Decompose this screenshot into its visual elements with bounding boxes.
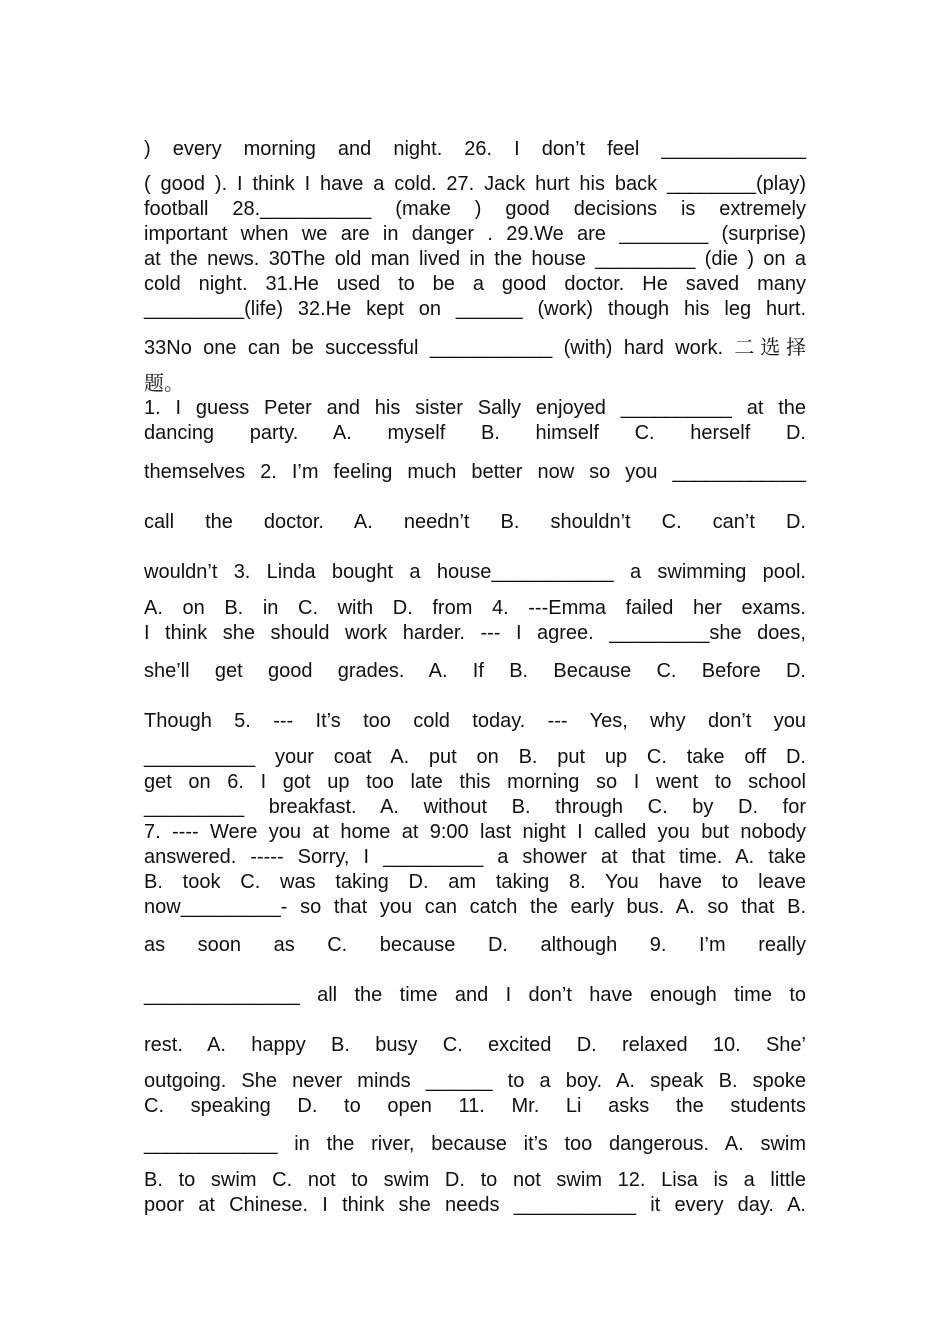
text-line: Though 5. --- It’s too cold today. --- Yes, why don’t you: [144, 710, 806, 732]
text-line: 7. ---- Were you at home at 9:00 last night I called you but nobody: [144, 821, 806, 843]
text-line: get on 6. I got up too late this morning so I went to school: [144, 771, 806, 793]
text-line: ______________ all the time and I don’t have enough time to: [144, 984, 806, 1006]
text-line: as soon as C. because D. although 9. I’m really: [144, 934, 806, 956]
text-line: wouldn’t 3. Linda bought a house___________ a swimming pool.: [144, 561, 806, 583]
text-line: football 28.__________ (make ) good decisions is extremely: [144, 198, 806, 220]
text-line: dancing party. A. myself B. himself C. herself D.: [144, 422, 806, 444]
text-line: cold night. 31.He used to be a good doctor. He saved many: [144, 273, 806, 295]
text-line: B. to swim C. not to swim D. to not swim 12. Lisa is a little: [144, 1169, 806, 1191]
text-line: poor at Chinese. I think she needs ___________ it every day. A.: [144, 1194, 806, 1216]
text-line: now_________- so that you can catch the early bus. A. so that B.: [144, 896, 806, 918]
text-line: 题。: [144, 373, 184, 395]
text-line: answered. ----- Sorry, I _________ a shower at that time. A. take: [144, 846, 806, 868]
text-line: at the news. 30The old man lived in the house _________ (die ) on a: [144, 248, 806, 270]
text-line: themselves 2. I’m feeling much better now so you ____________: [144, 461, 806, 483]
text-line: A. on B. in C. with D. from 4. ---Emma failed her exams.: [144, 597, 806, 619]
text-line: ____________ in the river, because it’s too dangerous. A. swim: [144, 1133, 806, 1155]
text-line: _________(life) 32.He kept on ______ (work) though his leg hurt.: [144, 298, 806, 320]
text-line: 33No one can be successful ___________ (with) hard work. 二选择: [144, 337, 806, 359]
text-line: outgoing. She never minds ______ to a boy. A. speak B. spoke: [144, 1070, 806, 1092]
text-line: rest. A. happy B. busy C. excited D. relaxed 10. She’: [144, 1034, 806, 1056]
text-line: I think she should work harder. --- I agree. _________she does,: [144, 622, 806, 644]
text-line: _________ breakfast. A. without B. through C. by D. for: [144, 796, 806, 818]
text-line: __________ your coat A. put on B. put up C. take off D.: [144, 746, 806, 768]
text-line: C. speaking D. to open 11. Mr. Li asks the students: [144, 1095, 806, 1117]
text-line: she’ll get good grades. A. If B. Because C. Before D.: [144, 660, 806, 682]
text-line: ) every morning and night. 26. I don’t feel _____________: [144, 138, 806, 160]
text-line: 1. I guess Peter and his sister Sally enjoyed __________ at the: [144, 397, 806, 419]
text-line: ( good ). I think I have a cold. 27. Jack hurt his back ________(play): [144, 173, 806, 195]
text-line: call the doctor. A. needn’t B. shouldn’t C. can’t D.: [144, 511, 806, 533]
text-line: B. took C. was taking D. am taking 8. You have to leave: [144, 871, 806, 893]
text-line: important when we are in danger . 29.We are ________ (surprise): [144, 223, 806, 245]
